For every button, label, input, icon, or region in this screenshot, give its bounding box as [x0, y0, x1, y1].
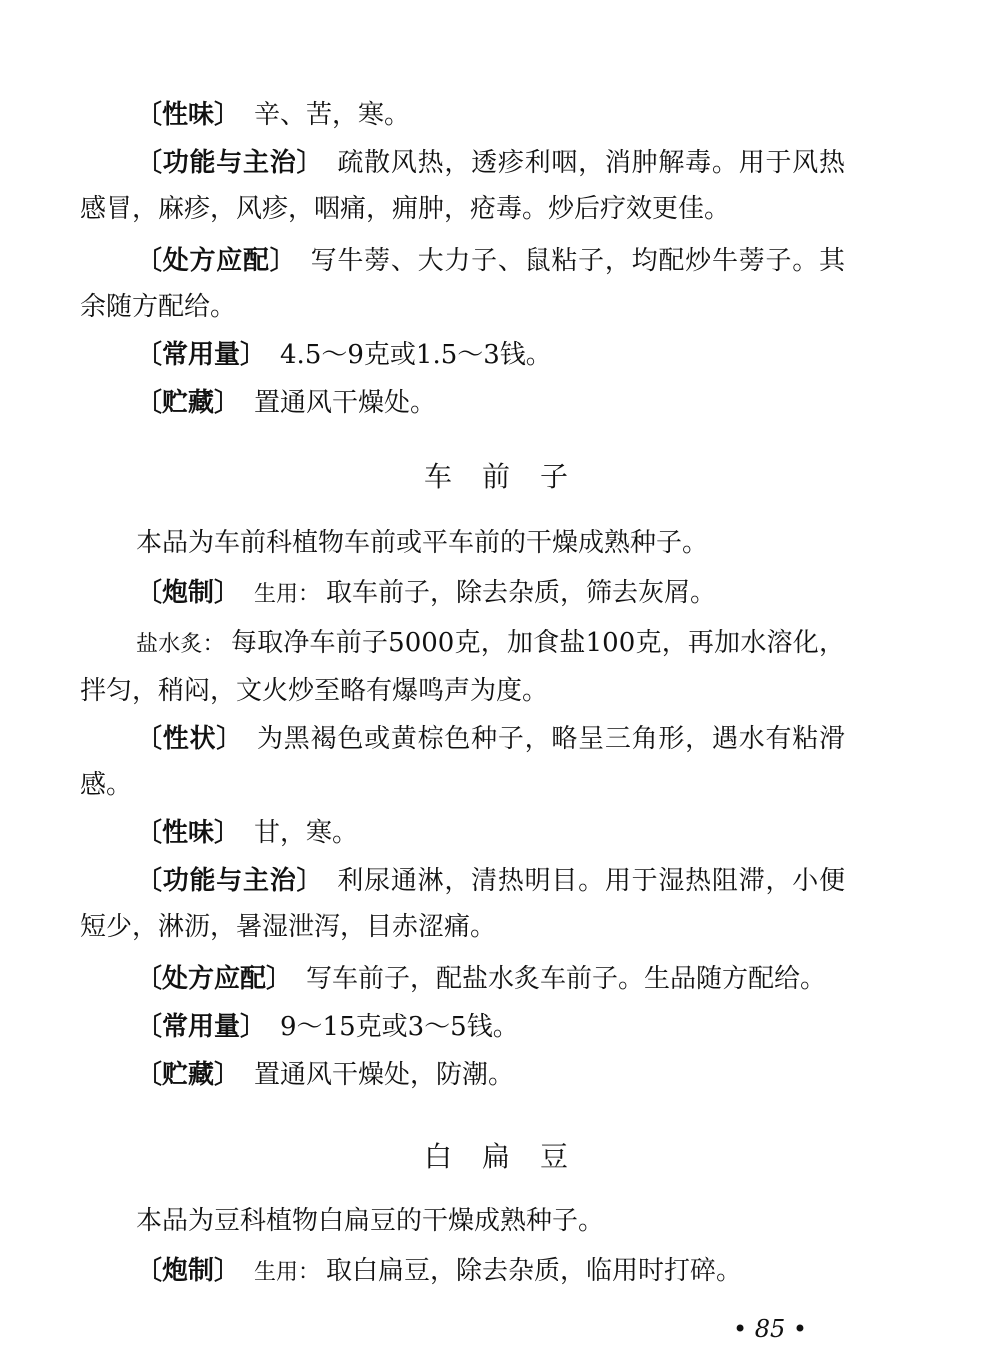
section-text: 写牛蒡、大力子、鼠粘子，均配炒牛蒡子。其余随方配给。: [80, 246, 845, 322]
sec1-gongneng: [80, 140, 845, 232]
section-text: 取白扁豆，除去杂质，临用时打碎。: [326, 1256, 743, 1286]
section-label: 〔处方应配〕: [136, 964, 293, 994]
sec2-yanshui: [80, 620, 845, 714]
section-label: 〔功能与主治〕: [136, 866, 324, 896]
section-text: 写车前子，配盐水炙车前子。生品随方配给。: [306, 964, 827, 994]
section-text: 4.5～9克或1.5～3钱。: [280, 340, 552, 370]
sec2-xingwei: [80, 810, 845, 856]
section-label: 〔处方应配〕: [136, 246, 297, 276]
sec2-gongneng: [80, 858, 845, 950]
page-number: • 85 •: [732, 1315, 808, 1343]
section-text: 疏散风热，透疹利咽，消肿解毒。用于风热感冒，麻疹，风疹，咽痛，痈肿，疮毒。炒后疗效更佳。: [80, 148, 845, 224]
sec1-chufang: [80, 238, 845, 330]
sec1-zhucang: [80, 380, 845, 426]
section-text: 每取净车前子5000克，加食盐100克，再加水溶化，拌匀，稍闷，文火炒至略有爆鸣声为度。: [80, 628, 845, 706]
section-text: 9～15克或3～5钱。: [280, 1012, 519, 1042]
sub-label: 生用：: [254, 582, 321, 607]
sec2-xingzhuang: [80, 716, 845, 808]
sec2-zhucang: [80, 1052, 845, 1098]
section-text: 为黑褐色或黄棕色种子，略呈三角形，遇水有粘滑感。: [80, 724, 845, 800]
sec2-chufang: [80, 956, 845, 1002]
sec1-xingwei: [80, 92, 845, 138]
section-label: 〔贮藏〕: [136, 1060, 241, 1090]
section-label: 〔性味〕: [136, 818, 241, 848]
section-text: 利尿通淋，清热明目。用于湿热阻滞，小便短少，淋沥，暑湿泄泻，目赤涩痛。: [80, 866, 845, 942]
sec2-intro: 本品为车前科植物车前或平车前的干燥成熟种子。: [136, 528, 709, 558]
section-label: 〔常用量〕: [136, 340, 267, 370]
sec2-yongliang: [80, 1004, 845, 1050]
sec1-yongliang: [80, 332, 845, 378]
section-label: 〔功能与主治〕: [136, 148, 324, 178]
section-label: 〔性状〕: [136, 724, 244, 754]
section-text: 辛、苦，寒。: [254, 100, 411, 130]
sec2-paozhi: [80, 570, 845, 618]
section-label: 〔常用量〕: [136, 1012, 267, 1042]
heading-cheqianzi: 车前子: [423, 460, 598, 493]
sub-label: 生用：: [254, 1260, 321, 1285]
heading-baibiandou: 白扁豆: [423, 1140, 598, 1173]
section-text: 置通风干燥处。: [254, 388, 437, 418]
section-text: 置通风干燥处，防潮。: [254, 1060, 515, 1090]
section-text: 取车前子，除去杂质，筛去灰屑。: [326, 578, 717, 608]
section-label: 〔性味〕: [136, 100, 241, 130]
section-label: 〔炮制〕: [136, 1256, 241, 1286]
sec3-intro: 本品为豆科植物白扁豆的干燥成熟种子。: [136, 1206, 605, 1236]
section-label: 〔炮制〕: [136, 578, 241, 608]
section-text: 甘，寒。: [254, 818, 359, 848]
section-label: 〔贮藏〕: [136, 388, 241, 418]
sub-label: 盐水炙：: [136, 632, 225, 657]
sec3-paozhi: [80, 1248, 845, 1296]
